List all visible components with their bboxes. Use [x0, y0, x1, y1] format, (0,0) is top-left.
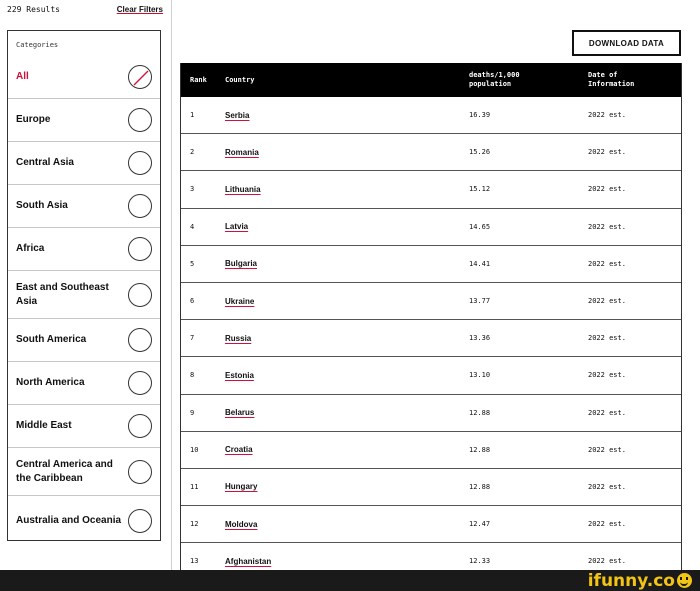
category-item[interactable]: [8, 56, 160, 99]
rank-cell: 13: [190, 557, 199, 566]
deaths-cell: 13.36: [469, 334, 491, 343]
deaths-cell: 15.26: [469, 148, 491, 157]
rank-cell: 9: [190, 408, 195, 417]
country-link[interactable]: Afghanistan: [225, 556, 272, 566]
radio-button[interactable]: [128, 509, 152, 533]
table-row[interactable]: [181, 320, 681, 357]
country-link[interactable]: Moldova: [225, 519, 258, 529]
date-cell: 2022 est.: [588, 445, 626, 454]
radio-button[interactable]: [128, 371, 152, 395]
radio-button[interactable]: [128, 460, 152, 484]
deaths-cell: 12.88: [469, 408, 491, 417]
category-label: Africa: [16, 243, 45, 254]
table-row[interactable]: [181, 134, 681, 171]
country-link[interactable]: Hungary: [225, 482, 258, 492]
radio-button[interactable]: [128, 237, 152, 261]
rank-cell: 10: [190, 445, 199, 454]
category-label: Middle East: [16, 420, 72, 431]
radio-button[interactable]: [128, 108, 152, 132]
rank-cell: 3: [190, 185, 195, 194]
date-cell: 2022 est.: [588, 148, 626, 157]
date-cell: 2022 est.: [588, 557, 626, 566]
radio-button[interactable]: [128, 194, 152, 218]
deaths-cell: 13.10: [469, 371, 491, 380]
radio-button[interactable]: [128, 414, 152, 438]
date-cell: 2022 est.: [588, 371, 626, 380]
deaths-cell: 15.12: [469, 185, 491, 194]
table-header: [181, 63, 681, 97]
country-link[interactable]: Estonia: [225, 370, 254, 380]
country-link[interactable]: Ukraine: [225, 296, 255, 306]
table-body: [181, 97, 681, 570]
country-link[interactable]: Bulgaria: [225, 259, 258, 269]
deaths-cell: 14.65: [469, 222, 491, 231]
category-label: Central Asia: [16, 157, 74, 168]
deaths-cell: 12.88: [469, 482, 491, 491]
deaths-cell: 13.77: [469, 297, 491, 306]
results-count: 229 Results: [7, 4, 60, 14]
table-row[interactable]: [181, 97, 681, 134]
header-deaths[interactable]: deaths/1,000 population: [469, 71, 520, 88]
deaths-cell: 12.33: [469, 557, 491, 566]
table-row[interactable]: [181, 171, 681, 208]
watermark-text: ifunny.co: [587, 570, 675, 591]
category-item[interactable]: [8, 271, 160, 319]
category-label: South America: [16, 334, 87, 345]
category-item[interactable]: [8, 228, 160, 271]
category-item[interactable]: [8, 496, 160, 546]
rank-cell: 8: [190, 371, 195, 380]
rank-cell: 12: [190, 520, 199, 529]
table-row[interactable]: [181, 209, 681, 246]
data-table: [180, 63, 682, 570]
header-rank[interactable]: Rank: [190, 75, 207, 84]
rank-cell: 6: [190, 297, 195, 306]
date-cell: 2022 est.: [588, 111, 626, 120]
radio-selected-icon[interactable]: [128, 65, 152, 89]
category-label: East and Southeast Asia: [16, 281, 109, 307]
table-row[interactable]: [181, 543, 681, 570]
date-cell: 2022 est.: [588, 297, 626, 306]
country-link[interactable]: Croatia: [225, 445, 253, 455]
category-item[interactable]: [8, 99, 160, 142]
date-cell: 2022 est.: [588, 482, 626, 491]
rank-cell: 11: [190, 482, 199, 491]
country-link[interactable]: Belarus: [225, 408, 255, 418]
rank-cell: 1: [190, 111, 195, 120]
category-item[interactable]: [8, 405, 160, 448]
country-link[interactable]: Serbia: [225, 110, 250, 120]
country-link[interactable]: Russia: [225, 333, 252, 343]
category-list: [8, 56, 160, 546]
header-date[interactable]: Date of Information: [588, 71, 635, 88]
smiley-icon: [677, 573, 692, 588]
category-item[interactable]: [8, 362, 160, 405]
rank-cell: 2: [190, 148, 195, 157]
header-country[interactable]: Country: [225, 75, 255, 84]
deaths-cell: 12.88: [469, 445, 491, 454]
category-label: All: [16, 71, 29, 82]
filter-sidebar: [0, 0, 172, 570]
category-label: Australia and Oceania: [16, 515, 122, 526]
categories-title: Categories: [16, 41, 59, 49]
date-cell: 2022 est.: [588, 222, 626, 231]
country-link[interactable]: Romania: [225, 147, 259, 157]
table-row[interactable]: [181, 432, 681, 469]
table-row[interactable]: [181, 469, 681, 506]
category-label: North America: [16, 377, 85, 388]
rank-cell: 5: [190, 259, 195, 268]
results-bar: [7, 2, 163, 16]
radio-button[interactable]: [128, 151, 152, 175]
deaths-cell: 16.39: [469, 111, 491, 120]
table-row[interactable]: [181, 357, 681, 394]
table-row[interactable]: [181, 283, 681, 320]
deaths-cell: 12.47: [469, 520, 491, 529]
ifunny-watermark: [588, 570, 692, 591]
date-cell: 2022 est.: [588, 408, 626, 417]
rank-cell: 4: [190, 222, 195, 231]
deaths-cell: 14.41: [469, 259, 491, 268]
table-row[interactable]: [181, 506, 681, 543]
country-link[interactable]: Lithuania: [225, 184, 261, 194]
radio-button[interactable]: [128, 283, 152, 307]
category-label: Europe: [16, 114, 51, 125]
categories-panel: [7, 30, 161, 541]
table-row[interactable]: [181, 246, 681, 283]
date-cell: 2022 est.: [588, 259, 626, 268]
date-cell: 2022 est.: [588, 520, 626, 529]
category-label: South Asia: [16, 200, 68, 211]
category-item[interactable]: [8, 142, 160, 185]
category-label: Central America and the Caribbean: [16, 458, 113, 484]
download-data-button[interactable]: DOWNLOAD DATA: [572, 30, 681, 56]
table-row[interactable]: [181, 395, 681, 432]
category-item[interactable]: [8, 185, 160, 228]
watermark-bar: [0, 570, 700, 591]
category-item[interactable]: [8, 319, 160, 362]
category-item[interactable]: [8, 448, 160, 496]
radio-button[interactable]: [128, 328, 152, 352]
date-cell: 2022 est.: [588, 185, 626, 194]
clear-filters-link[interactable]: Clear Filters: [116, 4, 163, 14]
rank-cell: 7: [190, 334, 195, 343]
country-link[interactable]: Latvia: [225, 222, 249, 232]
date-cell: 2022 est.: [588, 334, 626, 343]
